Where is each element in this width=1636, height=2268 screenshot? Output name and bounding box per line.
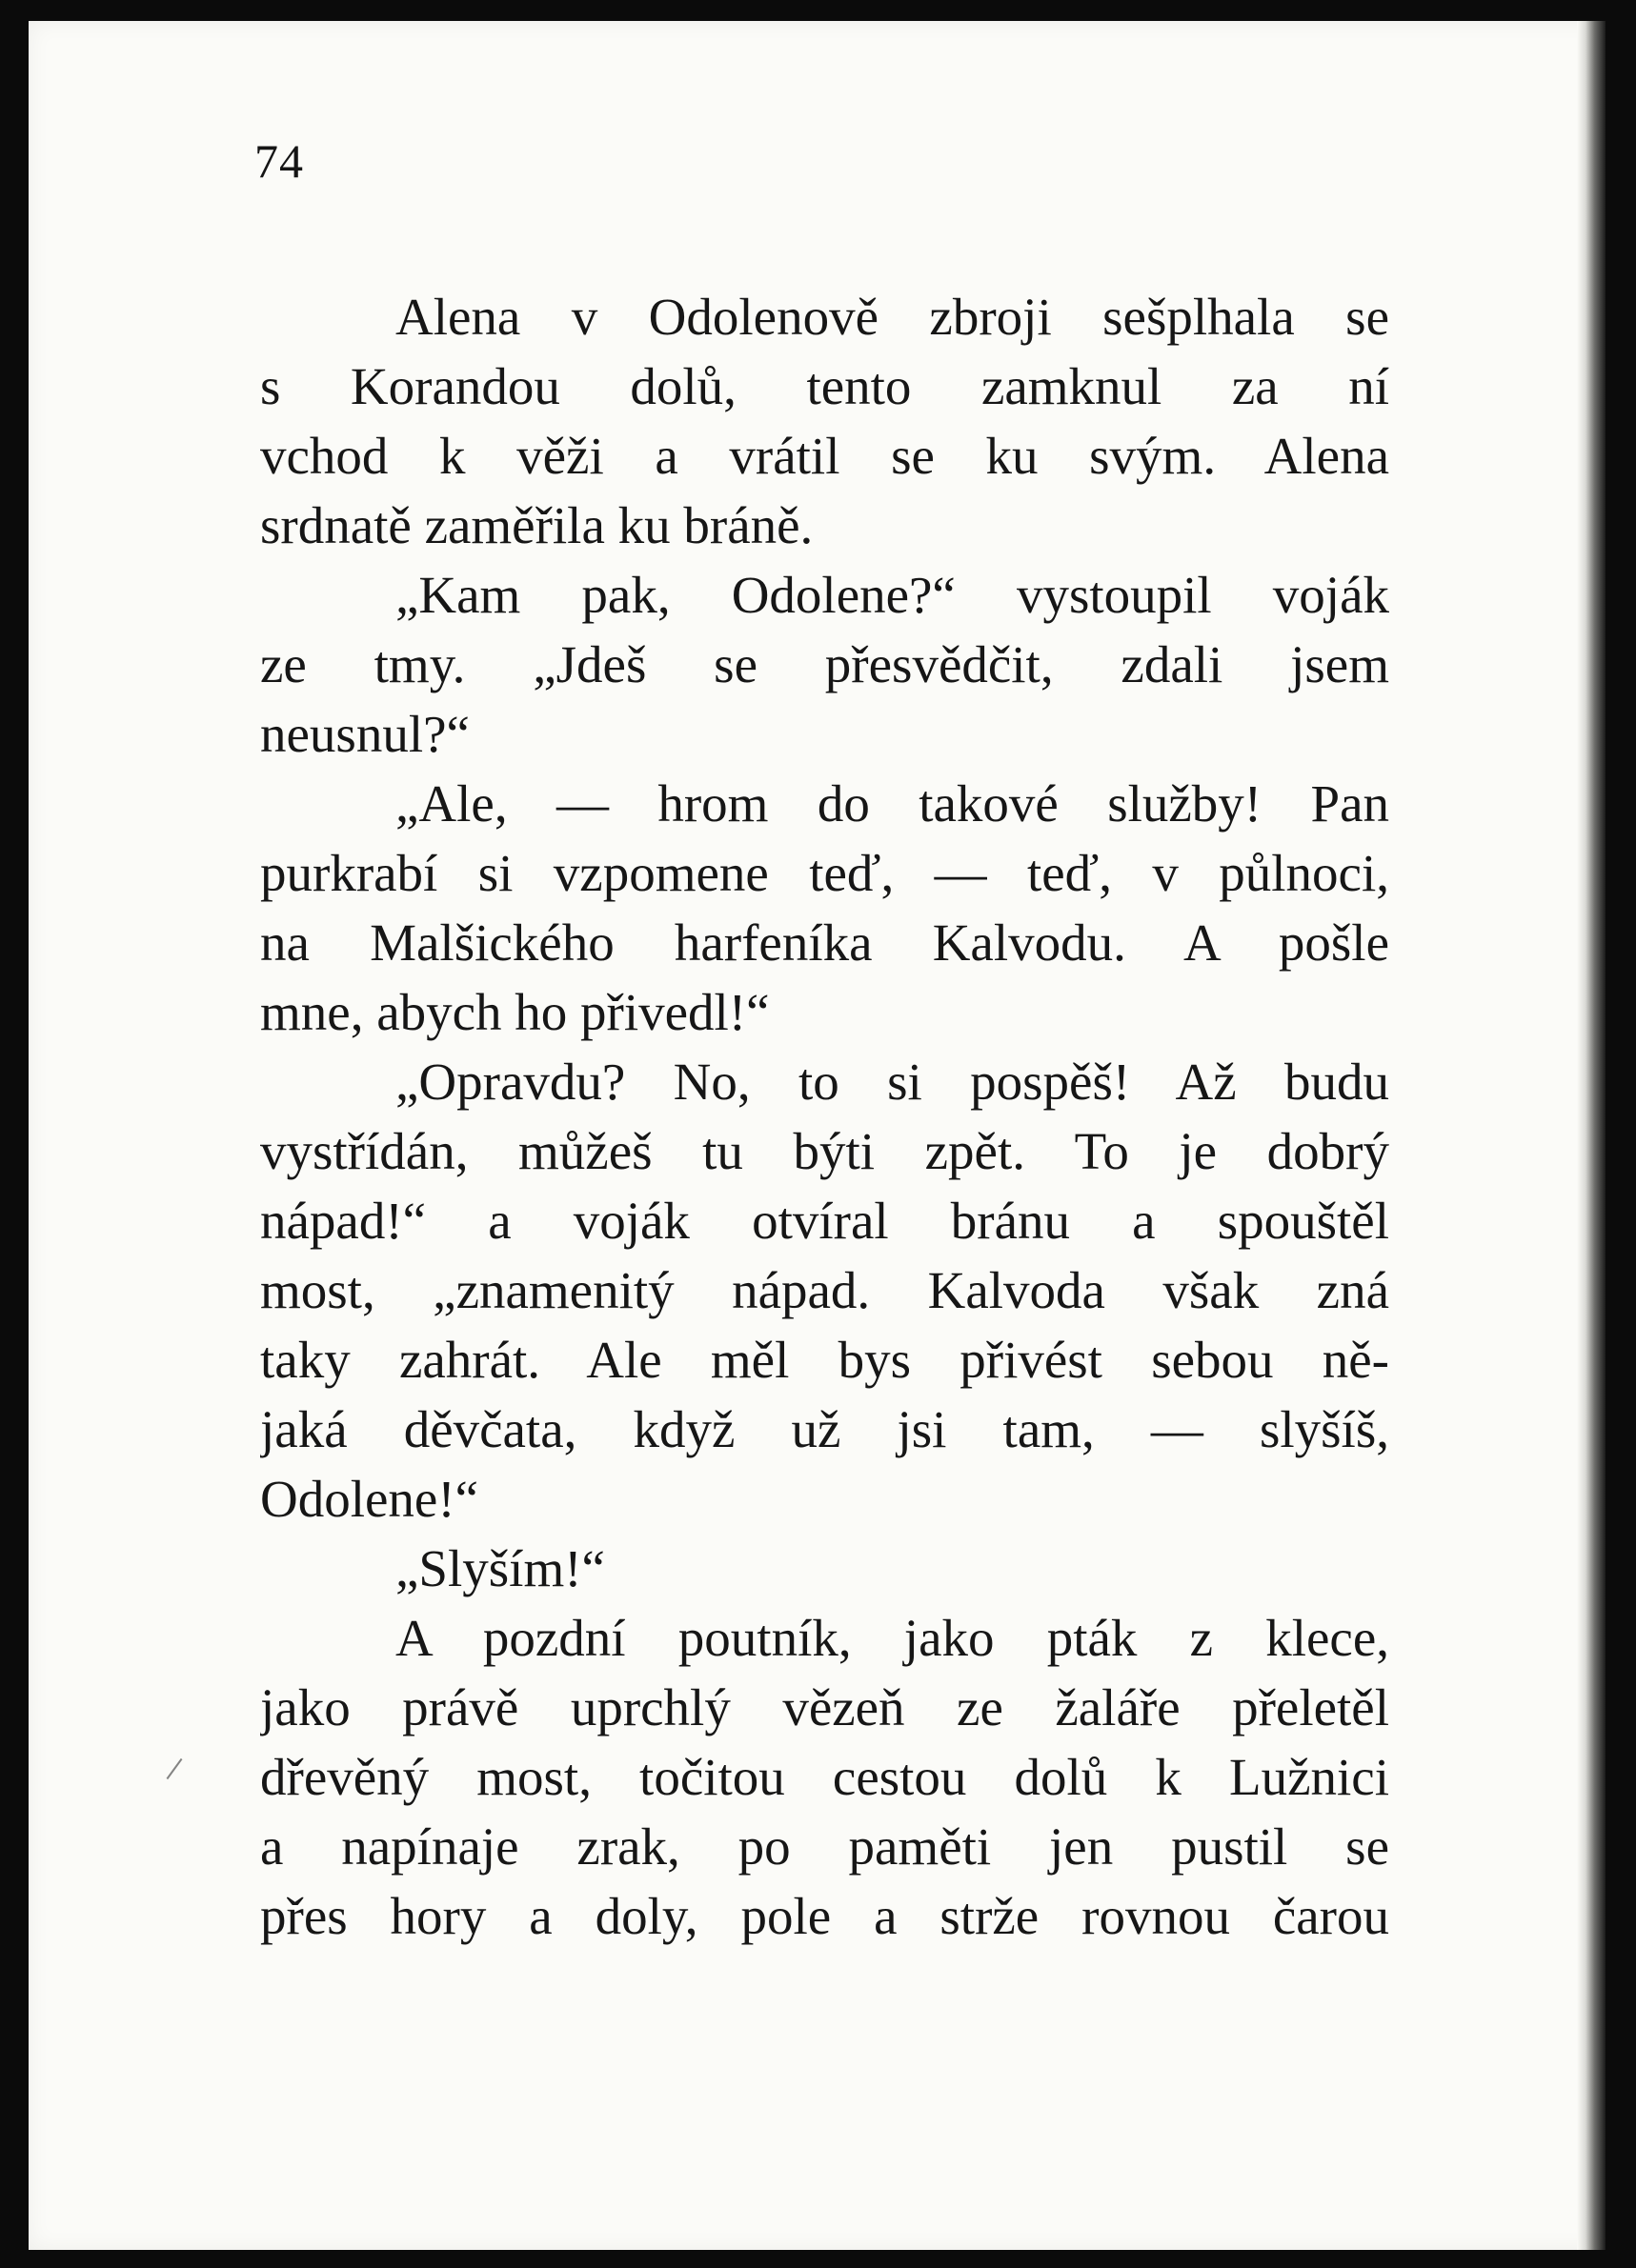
page-number: 74 [254, 134, 304, 188]
page-spine-shadow [1577, 21, 1606, 2250]
page-text [260, 282, 1389, 1951]
text-line-6: ze tmy. „Jdeš se přesvědčit, zdali jsem [260, 635, 1389, 693]
text-line-23: a napínaje zrak, po paměti jen pustil se [260, 1817, 1389, 1876]
text-line-20: A pozdní poutník, jako pták z klece, [395, 1609, 1389, 1667]
text-line-5: „Kam pak, Odolene?“ vystoupil voják [395, 566, 1389, 624]
text-line-2: s Korandou dolů, tento zamknul za ní [260, 357, 1389, 415]
text-line-22: dřevěný most, točitou cestou dolů k Lužnici [260, 1748, 1389, 1806]
text-line-14: nápad!“ a voják otvíral bránu a spouštěl [260, 1192, 1389, 1250]
text-line-11: mne, abych ho přivedl!“ [260, 983, 770, 1041]
text-line-4: srdnatě zaměřila ku bráně. [260, 496, 814, 554]
text-line-19: „Slyším!“ [395, 1539, 605, 1597]
text-line-12: „Opravdu? No, to si pospěš! Až budu [395, 1053, 1389, 1111]
text-line-13: vystřídán, můžeš tu býti zpět. To je dobrý [260, 1122, 1389, 1180]
text-line-10: na Malšického harfeníka Kalvodu. A pošle [260, 913, 1389, 972]
text-line-8: „Ale, — hrom do takové služby! Pan [395, 774, 1389, 833]
text-line-21: jako právě uprchlý vězeň ze žaláře přeletěl [260, 1678, 1389, 1736]
book-page [29, 21, 1606, 2250]
text-line-24: přes hory a doly, pole a strže rovnou čarou [260, 1887, 1389, 1945]
text-line-9: purkrabí si vzpomene teď, — teď, v půlnoci, [260, 844, 1389, 902]
text-line-15: most, „znamenitý nápad. Kalvoda však zná [260, 1261, 1389, 1319]
text-line-18: Odolene!“ [260, 1470, 479, 1528]
text-line-17: jaká děvčata, když už jsi tam, — slyšíš, [260, 1400, 1389, 1458]
margin-speck-mark [167, 1758, 183, 1779]
text-line-7: neusnul?“ [260, 705, 470, 763]
text-line-16: taky zahrát. Ale měl bys přivést sebou ně- [260, 1331, 1389, 1389]
text-line-1: Alena v Odolenově zbroji sešplhala se [395, 288, 1389, 346]
text-line-3: vchod k věži a vrátil se ku svým. Alena [260, 427, 1389, 485]
